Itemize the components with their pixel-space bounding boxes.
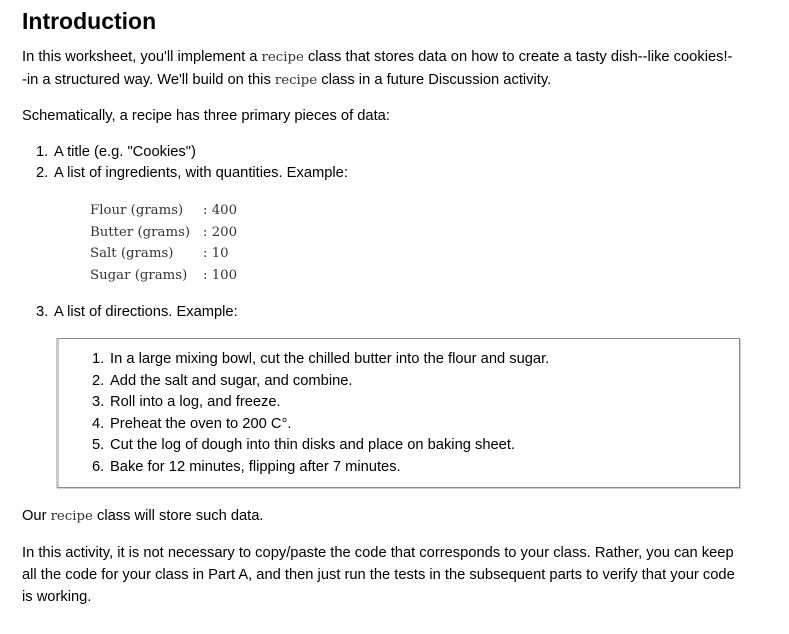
direction-text: Cut the log of dough into thin disks and place on baking sheet. (110, 437, 516, 454)
directions-example-box (56, 338, 740, 488)
direction-text: In a large mixing bowl, cut the chilled butter into the flour and sugar. (110, 351, 550, 367)
list-item-title (36, 142, 196, 163)
ingredient-name: Sugar (grams) (90, 268, 188, 284)
list-item-text: A list of ingredients, with quantities. Example: (54, 165, 348, 181)
directions-list (92, 349, 549, 479)
direction-number: 6. (92, 458, 105, 475)
ingredient-qty: 400 (211, 203, 238, 218)
ingredient-row (90, 265, 237, 287)
direction-item (92, 349, 549, 371)
direction-number: 4. (92, 415, 105, 432)
activity-paragraph (22, 542, 735, 608)
ingredient-separator: : (203, 268, 212, 284)
our-class-paragraph (22, 505, 264, 528)
list-item-ingredients (36, 163, 348, 184)
direction-text: Add the salt and sugar, and combine. (110, 372, 353, 389)
direction-item (92, 457, 549, 479)
ingredient-name: Salt (grams) (90, 246, 174, 262)
direction-number: 3. (92, 394, 105, 411)
direction-number: 2. (92, 372, 105, 389)
ingredient-row (90, 222, 237, 244)
direction-item (92, 414, 549, 436)
direction-item (92, 371, 549, 393)
direction-text: Preheat the oven to 200 C°. (110, 415, 292, 432)
our-class-text-2: class will store such data. (92, 508, 264, 524)
ingredient-qty: 100 (211, 268, 238, 284)
activity-line-3: is working. (22, 589, 92, 605)
ingredient-name: Butter (grams) (90, 224, 191, 240)
list-item-directions (36, 302, 238, 323)
intro-text-2: class that stores data on how to create a tasty dish--like cookies!- (303, 49, 733, 65)
direction-item (92, 392, 549, 414)
activity-line-1: In this activity, it is not necessary to copy/paste the code that corresponds to your class. Rather, you can keep (22, 545, 734, 561)
activity-line-2: all the code for your class in Part A, and then just run the tests in the subsequent parts to verify that your code (22, 567, 735, 583)
list-number: 3. (36, 304, 49, 320)
schematic-paragraph: Schematically, a recipe has three primary pieces of data: (22, 108, 390, 124)
direction-number: 1. (92, 351, 105, 367)
recipe-code-3: recipe (50, 509, 93, 524)
recipe-code-2: recipe (274, 73, 318, 88)
ingredient-row (90, 200, 237, 222)
our-class-text-1: Our (22, 508, 51, 524)
intro-text-4: class in a future Discussion activity. (317, 72, 552, 88)
list-number: 2. (36, 165, 49, 181)
list-item-text: A list of directions. Example: (54, 304, 238, 320)
ingredient-separator: : (203, 203, 212, 218)
list-number: 1. (36, 144, 49, 160)
direction-text: Bake for 12 minutes, flipping after 7 minutes. (110, 458, 401, 475)
list-item-text: A title (e.g. "Cookies") (54, 144, 196, 160)
intro-text-3: -in a structured way. We'll build on this (22, 72, 275, 88)
intro-paragraph (22, 46, 732, 92)
recipe-code-1: recipe (261, 50, 304, 65)
direction-item (92, 435, 549, 457)
ingredient-separator: : (203, 224, 212, 240)
ingredients-example (90, 200, 237, 287)
direction-number: 5. (92, 437, 105, 454)
page-title: Introduction (22, 8, 157, 34)
ingredient-qty: 200 (211, 224, 238, 240)
intro-text-1: In this worksheet, you'll implement a (22, 49, 262, 65)
ingredient-separator: : (203, 246, 212, 262)
ingredient-row (90, 243, 237, 265)
ingredient-qty: 10 (211, 246, 229, 262)
direction-text: Roll into a log, and freeze. (110, 394, 281, 411)
ingredient-name: Flour (grams) (90, 203, 184, 218)
